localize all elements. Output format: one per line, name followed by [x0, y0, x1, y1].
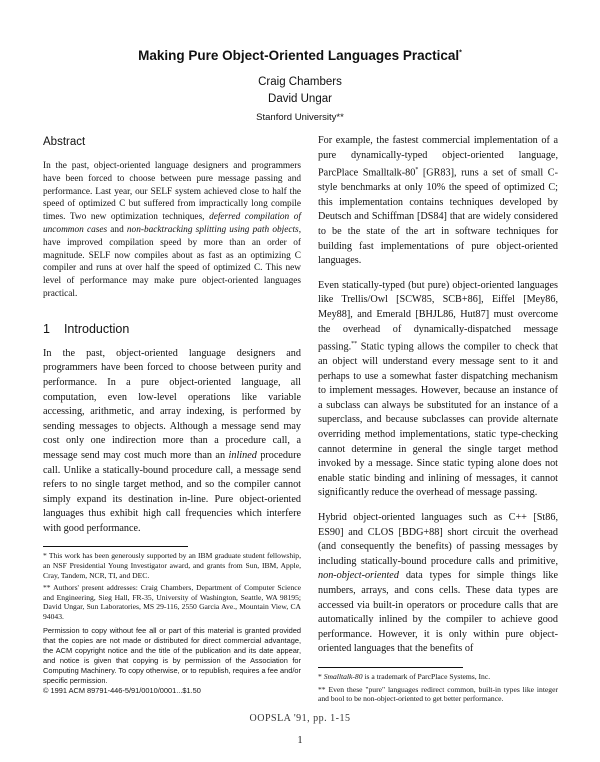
- footnote-divider: [43, 546, 188, 547]
- footnote-divider-right: [318, 667, 463, 668]
- footnote-addresses: ** Authors' present addresses: Craig Chambers, Department of Computer Science and Engineering, Sieg Hall, FR-35, University of Washington, Seattle, WA 98195; David Ungar, Sun Laboratories, MS 29-116, 2550 Garcia Ave., Mountain View, CA 94043.: [43, 583, 301, 622]
- left-column: [43, 134, 301, 696]
- permission-notice: Permission to copy without fee all or part of this material is granted provided that the copies are not made or distributed for direct commercial advantage, the ACM copyright notice and the title of the publication and its date appear, and notice is given that copying is by permission of the Association for Computing Machinery. To copy otherwise, or to republish, requires a fee and/or specific permission.: [43, 625, 301, 685]
- affiliation: Stanford University**: [256, 112, 344, 123]
- footnote-pure-languages: ** Even these "pure" languages redirect common, built-in types like integer and bool to be non-object-oriented to get better performance.: [318, 684, 558, 704]
- abstract-heading: Abstract: [43, 136, 86, 148]
- footnote-trademark: * Smalltalk-80 is a trademark of ParcPlace Systems, Inc.: [318, 671, 491, 681]
- intro-paragraph-4: Hybrid object-oriented languages such as C++ [St86, ES90] and CLOS [BDG+88] short circuit the overhead (and consequently the benefits) of passing messages by including statically-bound procedure calls and primitive, non-object-oriented data types for simple things like numbers, arrays, and cons cells. These data types are accessed via built-in operators or procedure calls that are automatically inlined by the compiler to achieve good performance. However, it is only within pure object-oriented languages that the benefits of: [318, 512, 558, 655]
- author-2: David Ungar: [268, 93, 332, 105]
- title-footnote-mark: *: [459, 49, 462, 57]
- page-number: 1: [297, 735, 303, 746]
- copyright-line: © 1991 ACM 89791-446-5/91/0010/0001...$1.50: [43, 685, 201, 695]
- intro-paragraph-1: In the past, object-oriented language designers and programmers have been forced to choose between purity and performance. In a pure object-oriented language, all computation, even low-level operations like variable accessing, arithmetic, and array indexing, is performed by sending messages to objects. Although a message send may cost only one indirection more than a procedure call, a message send may cost much more than an inlined procedure call. Unlike a statically-bound procedure call, a message send refers to no single target method, and so the compiler cannot simply expand its destination in-line. Pure object-oriented languages thus exhibit high call frequencies which interfere with good performance.: [43, 347, 301, 534]
- intro-paragraph-3: Even statically-typed (but pure) object-oriented languages like Trellis/Owl [SCW85, SCB+86], Eiffel [Mey86, Mey88], and Emerald [BHJL86, Hut87] must overcome the overhead of dynamically-dispatched message passing.** Static typing allows the compiler to check that an object will understand every message sent to it and perhaps to use a somewhat faster dispatching mechanism to implement messages. However, because an instance of a subclass can always be substituted for an instance of a superclass, and because subclasses can provide alternate overriding method implementations, static type-checking cannot determine in general the single target method invoked by a message. Since static typing alone does not enable static binding and inlining of messages, it cannot significantly reduce the overhead of message passing.: [318, 279, 558, 499]
- author-1: Craig Chambers: [258, 76, 342, 88]
- footnote-funding: * This work has been generously supported by an IBM graduate student fellowship, an NSF Presidential Young Investigator award, and grants from Sun, IBM, Apple, Cray, Tandem, NCR, TI, and DEC.: [43, 551, 301, 580]
- paper-title: Making Pure Object-Oriented Languages Practical*: [138, 48, 462, 63]
- abstract-text: In the past, object-oriented language designers and programmers have been forced to choose between pure message passing and performance. Last year, our SELF system achieved close to half the speed of optimized C but suffered from impractically long compile times. Two new optimization techniques, deferred compilation of uncommon cases and non-backtracking splitting using path objects, have improved compilation speed by more than an order of magnitude. SELF now compiles about as fast as an optimizing C compiler and runs at over half the speed of optimized C. This new level of performance may make pure object-oriented languages practical.: [43, 161, 302, 299]
- intro-paragraph-2: For example, the fastest commercial implementation of a pure dynamically-typed object-oriented language, ParcPlace Smalltalk-80* [GR83], runs a set of small C-style benchmarks at only 10% the speed of optimized C; this implementation contains techniques developed by Deutsch and Schiffman [DS84] that are widely considered to be the state of the art in software techniques for building fast implementations of pure object-oriented languages.: [318, 135, 558, 267]
- right-column: [318, 134, 558, 707]
- section-heading-introduction: 1 Introduction: [43, 321, 130, 336]
- venue-line: OOPSLA '91, pp. 1-15: [249, 713, 351, 724]
